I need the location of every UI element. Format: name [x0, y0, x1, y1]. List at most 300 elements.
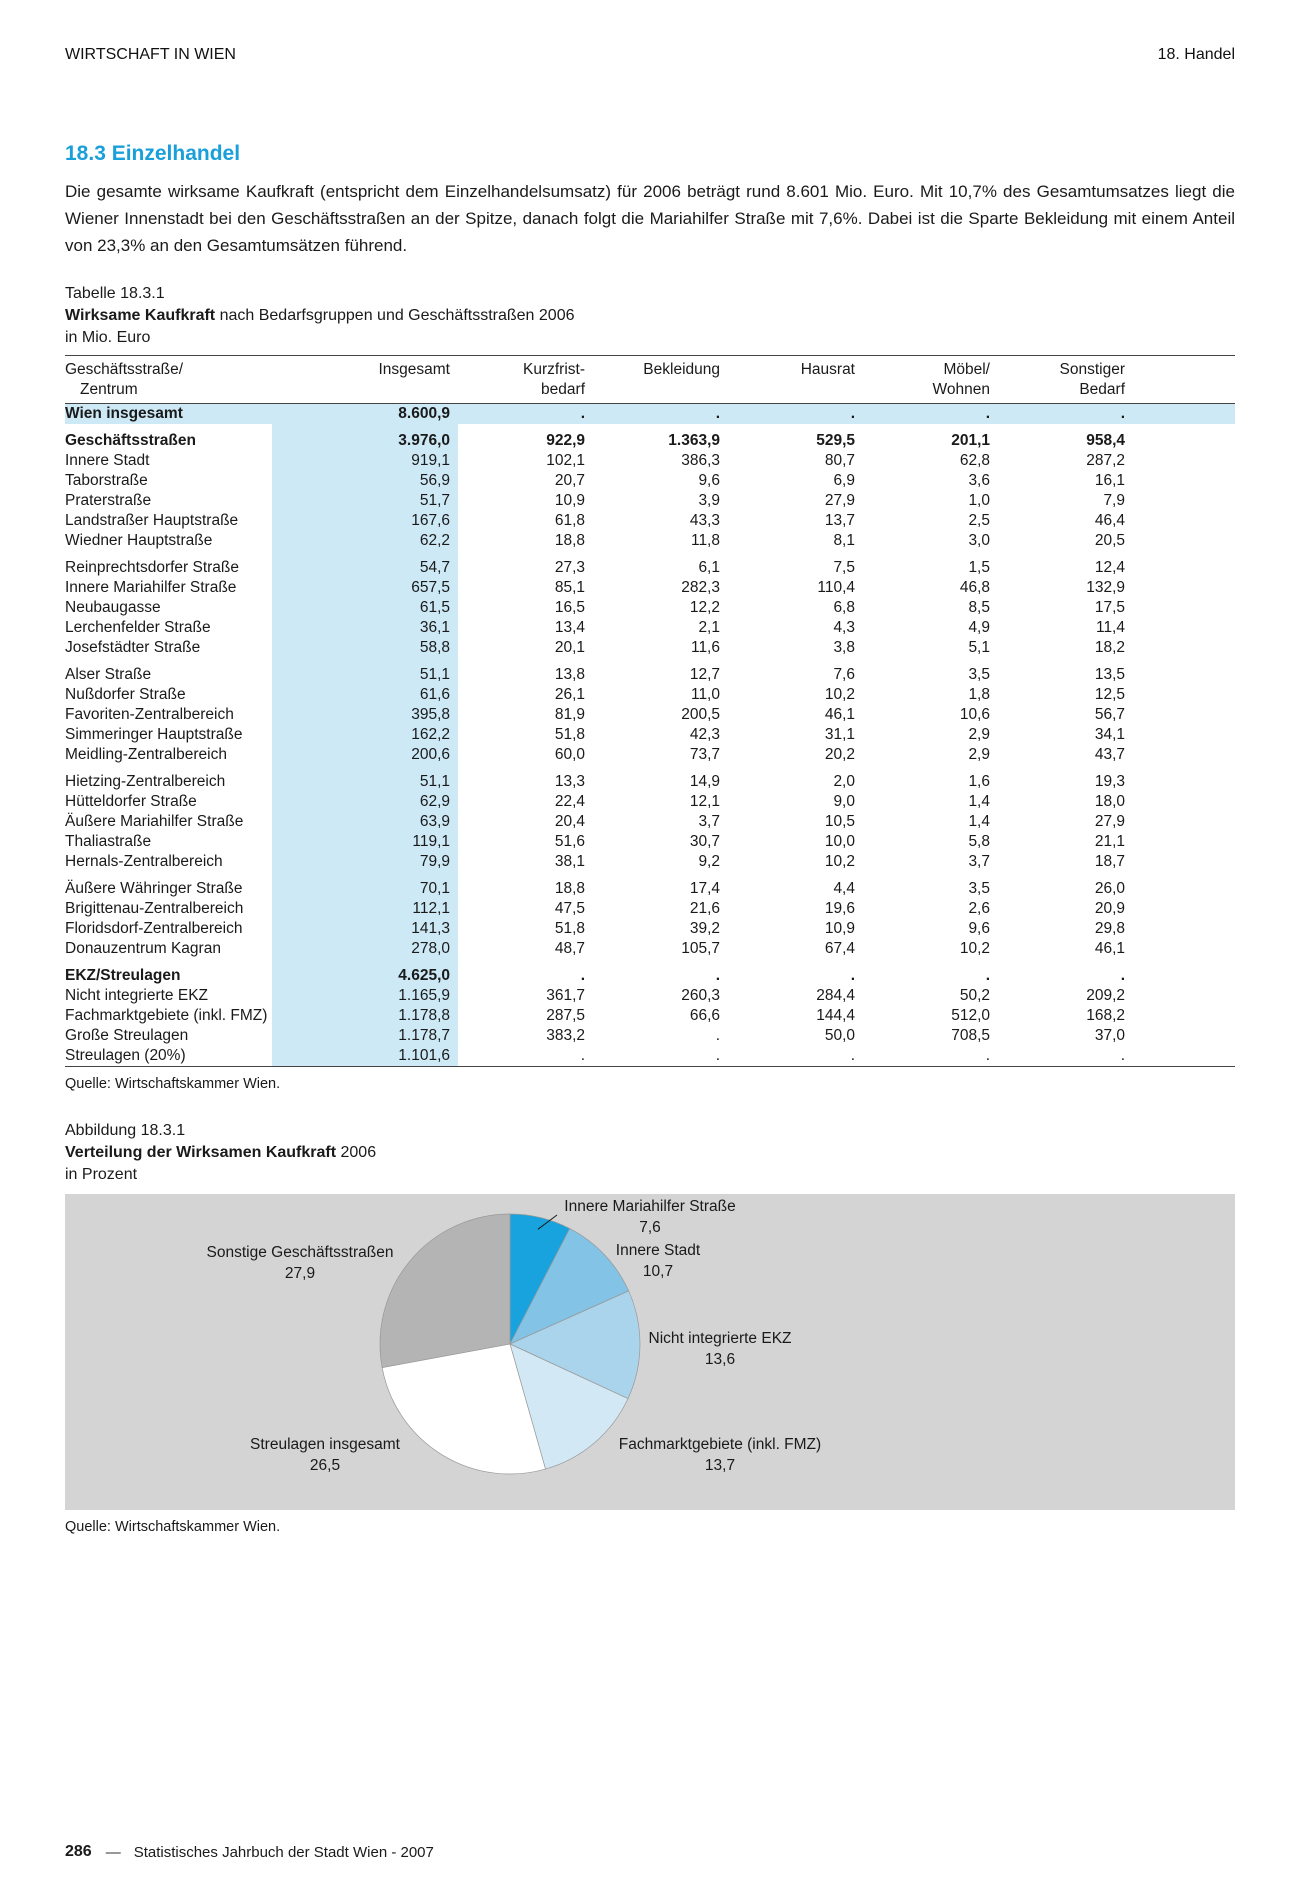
table-cell: 1.165,9	[272, 986, 458, 1006]
table-row	[65, 471, 1235, 491]
table-cell: 3,7	[968, 853, 990, 870]
table-row	[65, 451, 1235, 471]
header-left: WIRTSCHAFT IN WIEN	[65, 46, 236, 63]
table-cell: 62,8	[959, 452, 990, 469]
row-label: Wiedner Hauptstraße	[65, 532, 213, 549]
table-row	[65, 1026, 1235, 1046]
table-cell: 1.178,8	[272, 1006, 458, 1026]
footer-separator: —	[105, 1843, 120, 1861]
table-cell: 27,3	[554, 559, 585, 576]
table-cell: 51,1	[272, 765, 458, 792]
table-row	[65, 986, 1235, 1006]
table-spacer-cell	[1133, 578, 1235, 598]
table-spacer-cell	[1133, 872, 1235, 899]
table-cell: 14,9	[689, 773, 720, 790]
row-label: Äußere Mariahilfer Straße	[65, 813, 244, 830]
pie-label-fachmarktgebiete	[605, 1434, 835, 1476]
table-cell: 10,2	[824, 853, 855, 870]
table-cell: 4.625,0	[272, 959, 458, 986]
table-cell: 18,8	[554, 532, 585, 549]
pie-label-value: 27,9	[284, 1265, 316, 1282]
table-cell: 13,7	[824, 512, 855, 529]
col-hausrat: Hausrat	[728, 356, 863, 404]
table-cell: 21,1	[1094, 833, 1125, 850]
table-cell: 4,9	[968, 619, 990, 636]
table-cell: 209,2	[1086, 987, 1125, 1004]
table-spacer-cell	[1133, 511, 1235, 531]
table-cell: 2,6	[968, 900, 990, 917]
table-cell: 11,4	[1095, 619, 1125, 636]
table-row	[65, 705, 1235, 725]
table-cell: .	[593, 404, 728, 425]
table-cell: 51,8	[554, 726, 585, 743]
table-spacer-cell	[1133, 959, 1235, 986]
table-cell: 162,2	[272, 725, 458, 745]
table-row	[65, 745, 1235, 765]
table-cell: 282,3	[681, 579, 720, 596]
table-cell: 395,8	[272, 705, 458, 725]
figure-source: Quelle: Wirtschaftskammer Wien.	[65, 1519, 281, 1535]
table-spacer-cell	[1133, 792, 1235, 812]
table-row	[65, 939, 1235, 959]
table-cell: 13,4	[554, 619, 585, 636]
table-cell: 20,2	[824, 746, 855, 763]
table-cell: 10,9	[824, 920, 855, 937]
table-cell: 1,0	[968, 492, 990, 509]
row-label: Reinprechtsdorfer Straße	[65, 559, 240, 576]
table-source: Quelle: Wirtschaftskammer Wien.	[65, 1076, 281, 1092]
page-number: 286	[65, 1843, 92, 1860]
table-cell: 2,9	[968, 726, 990, 743]
table-cell: 919,1	[272, 451, 458, 471]
table-row	[65, 551, 1235, 578]
row-label: Hernals-Zentralbereich	[65, 853, 223, 870]
table-cell: 18,8	[554, 880, 585, 897]
table-cell: 4,4	[833, 880, 855, 897]
table-cell: 54,7	[272, 551, 458, 578]
table-cell: 21,6	[689, 900, 720, 917]
pie-label-name: Innere Mariahilfer Straße	[564, 1198, 736, 1215]
figure-caption	[65, 1120, 1235, 1186]
table-spacer-cell	[1133, 1026, 1235, 1046]
table-cell: 3,7	[698, 813, 720, 830]
table-cell: .	[458, 404, 593, 425]
table-cell: 383,2	[546, 1027, 585, 1044]
table-cell: .	[593, 1046, 728, 1067]
table-cell: .	[458, 1046, 593, 1067]
table-cell: 20,7	[554, 472, 585, 489]
col-insgesamt: Insgesamt	[272, 356, 458, 404]
table-cell: 11,0	[690, 686, 720, 703]
table-cell: 260,3	[681, 987, 720, 1004]
row-label: Streulagen (20%)	[65, 1046, 272, 1067]
table-cell: 47,5	[554, 900, 585, 917]
table-cell: 3,5	[968, 666, 990, 683]
table-cell: 20,4	[554, 813, 585, 830]
table-cell: 278,0	[272, 939, 458, 959]
table-row	[65, 598, 1235, 618]
table-cell: 105,7	[681, 940, 720, 957]
table-row	[65, 531, 1235, 551]
pie-label-value: 7,6	[639, 1219, 661, 1236]
table-spacer-cell	[1133, 919, 1235, 939]
table-caption-title-rest: nach Bedarfsgruppen und Geschäftsstraßen 2006	[219, 307, 575, 324]
row-label: Alser Straße	[65, 666, 152, 683]
table-cell: 200,5	[681, 706, 720, 723]
table-cell: 46,8	[959, 579, 990, 596]
row-label: Innere Stadt	[65, 452, 150, 469]
table-cell: 12,4	[1094, 559, 1125, 576]
figure-caption-unit: in Prozent	[65, 1166, 138, 1183]
table-cell: 62,2	[272, 531, 458, 551]
table-cell: 11,6	[690, 639, 720, 656]
pie-label-value: 13,7	[704, 1457, 736, 1474]
table-cell: 1.101,6	[272, 1046, 458, 1067]
kaufkraft-table	[65, 355, 1235, 1067]
table-row	[65, 725, 1235, 745]
row-label: EKZ/Streulagen	[65, 967, 181, 984]
table-cell: 10,2	[959, 940, 990, 957]
table-cell: 9,0	[833, 793, 855, 810]
table-cell: 12,1	[689, 793, 720, 810]
table-cell: 386,3	[681, 452, 720, 469]
row-label: Nicht integrierte EKZ	[65, 987, 208, 1004]
row-label: Große Streulagen	[65, 1027, 189, 1044]
table-row	[65, 765, 1235, 792]
table-cell: .	[728, 404, 863, 425]
table-spacer-cell	[1133, 939, 1235, 959]
table-cell: 61,6	[272, 685, 458, 705]
table-cell: 168,2	[1086, 1007, 1125, 1024]
table-cell: 529,5	[816, 432, 855, 449]
table-spacer-cell	[1133, 725, 1235, 745]
table-spacer-cell	[1133, 531, 1235, 551]
table-cell: 80,7	[824, 452, 855, 469]
table-spacer-cell	[1133, 404, 1235, 425]
table-cell: .	[863, 404, 998, 425]
table-cell: 20,1	[554, 639, 585, 656]
table-cell: 4,3	[833, 619, 855, 636]
table-cell: 46,4	[1094, 512, 1125, 529]
table-cell: 3,6	[968, 472, 990, 489]
table-spacer-cell	[1133, 812, 1235, 832]
table-cell: .	[863, 1046, 998, 1067]
table-cell: 2,0	[833, 773, 855, 790]
figure-caption-title-rest: 2006	[340, 1144, 377, 1161]
table-cell: 18,0	[1094, 793, 1125, 810]
row-label: Donauzentrum Kagran	[65, 940, 221, 957]
table-spacer-cell	[1133, 618, 1235, 638]
row-label: Hietzing-Zentralbereich	[65, 773, 226, 790]
table-spacer-cell	[1133, 598, 1235, 618]
table-cell: 20,9	[1094, 900, 1125, 917]
table-cell: 1,8	[968, 686, 990, 703]
table-row	[65, 792, 1235, 812]
table-cell: .	[1120, 967, 1125, 984]
table-cell: 361,7	[546, 987, 585, 1004]
table-cell: .	[998, 404, 1133, 425]
table-cell: 3,5	[968, 880, 990, 897]
table-cell: 46,1	[824, 706, 855, 723]
table-cell: 2,1	[698, 619, 720, 636]
table-cell: 50,2	[959, 987, 990, 1004]
table-cell: 62,9	[272, 792, 458, 812]
row-label: Neubaugasse	[65, 599, 161, 616]
table-cell: 79,9	[272, 852, 458, 872]
table-row	[65, 685, 1235, 705]
table-cell: 6,9	[833, 472, 855, 489]
table-cell: 12,5	[1094, 686, 1125, 703]
table-cell: 5,1	[968, 639, 990, 656]
table-body	[65, 404, 1235, 1067]
table-cell: 43,3	[689, 512, 720, 529]
table-cell: 141,3	[272, 919, 458, 939]
table-cell: 22,4	[554, 793, 585, 810]
table-spacer-cell	[1133, 685, 1235, 705]
table-cell: .	[715, 1027, 720, 1044]
table-cell: 9,2	[698, 853, 720, 870]
pie-label-value: 26,5	[309, 1457, 341, 1474]
row-label: Brigittenau-Zentralbereich	[65, 900, 244, 917]
table-cell: 119,1	[272, 832, 458, 852]
page-header	[65, 0, 1235, 64]
table-row	[65, 638, 1235, 658]
table-cell: 13,5	[1094, 666, 1125, 683]
table-cell: 39,2	[689, 920, 720, 937]
table-cell: 56,9	[272, 471, 458, 491]
table-cell: 37,0	[1094, 1027, 1125, 1044]
table-spacer-cell	[1133, 491, 1235, 511]
table-cell: 61,8	[554, 512, 585, 529]
table-row	[65, 872, 1235, 899]
pie-label-name: Streulagen insgesamt	[250, 1436, 400, 1453]
table-row	[65, 511, 1235, 531]
table-cell: 61,5	[272, 598, 458, 618]
table-cell: 6,8	[833, 599, 855, 616]
table-cell: 6,1	[698, 559, 720, 576]
table-cell: 287,2	[1086, 452, 1125, 469]
table-spacer-cell	[1133, 986, 1235, 1006]
table-cell: .	[998, 1046, 1133, 1067]
table-cell: 51,8	[554, 920, 585, 937]
table-cell: 51,7	[272, 491, 458, 511]
table-cell: 2,5	[968, 512, 990, 529]
pie-label-streulagen-insgesamt	[225, 1434, 425, 1476]
table-cell: 26,0	[1094, 880, 1125, 897]
table-spacer-cell	[1133, 1006, 1235, 1026]
table-cell: 1.363,9	[668, 432, 720, 449]
table-cell: 51,1	[272, 658, 458, 685]
col-bekleidung: Bekleidung	[593, 356, 728, 404]
table-caption-unit: in Mio. Euro	[65, 329, 151, 346]
row-label: Taborstraße	[65, 472, 148, 489]
table-cell: 16,1	[1094, 472, 1125, 489]
table-cell: 201,1	[951, 432, 990, 449]
table-cell: 60,0	[554, 746, 585, 763]
table-spacer-cell	[1133, 1046, 1235, 1067]
table-spacer-cell	[1133, 424, 1235, 451]
table-cell: 17,4	[689, 880, 720, 897]
table-cell: 19,6	[824, 900, 855, 917]
table-cell: 19,3	[1094, 773, 1125, 790]
table-cell: 3,8	[833, 639, 855, 656]
table-cell: 512,0	[951, 1007, 990, 1024]
table-cell: 1,5	[968, 559, 990, 576]
table-cell: 63,9	[272, 812, 458, 832]
table-cell: 38,1	[554, 853, 585, 870]
table-row	[65, 424, 1235, 451]
table-cell: 2,9	[968, 746, 990, 763]
table-cell: 81,9	[554, 706, 585, 723]
table-spacer-cell	[1133, 832, 1235, 852]
table-cell: 7,6	[833, 666, 855, 683]
figure-caption-title-bold: Verteilung der Wirksamen Kaufkraft	[65, 1144, 337, 1161]
table-cell: 287,5	[546, 1007, 585, 1024]
col-moebel-wohnen: Möbel/ Wohnen	[863, 356, 998, 404]
table-row	[65, 1046, 1235, 1067]
table-caption	[65, 283, 1235, 349]
col-sonstiger-bedarf: Sonstiger Bedarf	[998, 356, 1133, 404]
table-cell: 34,1	[1094, 726, 1125, 743]
table-cell: 67,4	[824, 940, 855, 957]
table-cell: 20,5	[1094, 532, 1125, 549]
table-cell: 66,6	[689, 1007, 720, 1024]
col-spacer	[1133, 356, 1235, 404]
row-label: Floridsdorf-Zentralbereich	[65, 920, 243, 937]
pie-label-innere-stadt	[613, 1240, 703, 1282]
table-row	[65, 812, 1235, 832]
row-label: Geschäftsstraßen	[65, 432, 196, 449]
figure-caption-label: Abbildung 18.3.1	[65, 1122, 186, 1139]
table-cell: 3,9	[698, 492, 720, 509]
table-cell: 8,5	[968, 599, 990, 616]
table-row	[65, 1006, 1235, 1026]
intro-paragraph: Die gesamte wirksame Kaufkraft (entspricht dem Einzelhandelsumsatz) für 2006 beträgt rund 8.601 Mio. Euro. Mit 10,7% des Gesamtumsatzes liegt die Wiener Innenstadt bei den Geschäftsstraßen an der Spitze, danach folgt die Mariahilfer Straße mit 7,6%. Dabei ist die Sparte Bekleidung mit einem Anteil von 23,3% an den Gesamtumsätzen führend.	[65, 182, 1235, 255]
table-cell: 51,6	[554, 833, 585, 850]
row-label: Favoriten-Zentralbereich	[65, 706, 234, 723]
table-spacer-cell	[1133, 705, 1235, 725]
table-cell: 3,0	[968, 532, 990, 549]
table-cell: 58,8	[272, 638, 458, 658]
figure-caption-title	[65, 1142, 1235, 1164]
table-cell: 13,3	[554, 773, 585, 790]
table-spacer-cell	[1133, 852, 1235, 872]
table-cell: 42,3	[689, 726, 720, 743]
table-cell: 110,4	[817, 579, 855, 596]
row-label: Wien insgesamt	[65, 404, 272, 425]
table-spacer-cell	[1133, 899, 1235, 919]
page-footer	[65, 1843, 434, 1861]
table-cell: 31,1	[824, 726, 855, 743]
row-label: Simmeringer Hauptstraße	[65, 726, 243, 743]
table-cell: 1.178,7	[272, 1026, 458, 1046]
section-title: 18.3 Einzelhandel	[65, 142, 241, 165]
table-cell: 102,1	[546, 452, 585, 469]
table-cell: 29,8	[1094, 920, 1125, 937]
table-cell: .	[850, 967, 855, 984]
table-cell: 36,1	[272, 618, 458, 638]
table-spacer-cell	[1133, 658, 1235, 685]
table-caption-title-bold: Wirksame Kaufkraft	[65, 307, 216, 324]
table-spacer-cell	[1133, 765, 1235, 792]
table-cell: 12,7	[689, 666, 720, 683]
table-cell: 7,5	[833, 559, 855, 576]
table-cell: 132,9	[1086, 579, 1125, 596]
pie-label-nicht-integrierte-ekz	[645, 1328, 795, 1370]
table-spacer-cell	[1133, 745, 1235, 765]
table-cell: .	[580, 967, 585, 984]
table-row	[65, 832, 1235, 852]
col-geschaeftsstrasse-zentrum: Geschäftsstraße/ Zentrum	[65, 356, 272, 404]
pie-label-innere-mariahilfer-strasse	[550, 1196, 750, 1238]
table-cell: 922,9	[546, 432, 585, 449]
table-cell: 10,5	[824, 813, 855, 830]
table-cell: 17,5	[1094, 599, 1125, 616]
table-cell: 85,1	[554, 579, 585, 596]
pie-label-value: 13,6	[704, 1351, 736, 1368]
row-label: Landstraßer Hauptstraße	[65, 512, 239, 529]
table-row	[65, 578, 1235, 598]
table-spacer-cell	[1133, 551, 1235, 578]
row-label: Fachmarktgebiete (inkl. FMZ)	[65, 1007, 268, 1024]
table-header-row	[65, 356, 1235, 404]
table-cell: 27,9	[824, 492, 855, 509]
pie-label-name: Innere Stadt	[615, 1242, 701, 1259]
table-row	[65, 919, 1235, 939]
table-cell: 10,0	[824, 833, 855, 850]
table-cell: 30,7	[689, 833, 720, 850]
table-row	[65, 959, 1235, 986]
table-cell: 1,4	[968, 793, 990, 810]
table-cell: 1,6	[968, 773, 990, 790]
table-row	[65, 658, 1235, 685]
table-cell: 56,7	[1094, 706, 1125, 723]
col-kurzfristbedarf: Kurzfrist- bedarf	[458, 356, 593, 404]
table-cell: 10,9	[554, 492, 585, 509]
table-cell: .	[715, 967, 720, 984]
table-cell: 43,7	[1094, 746, 1125, 763]
pie-label-sonstige-geschaeftsstrassen	[190, 1242, 410, 1284]
row-label: Lerchenfelder Straße	[65, 619, 211, 636]
table-cell: 144,4	[816, 1007, 855, 1024]
table-cell: .	[985, 967, 990, 984]
table-cell: 1,4	[968, 813, 990, 830]
table-cell: 167,6	[272, 511, 458, 531]
table-row	[65, 491, 1235, 511]
row-label: Meidling-Zentralbereich	[65, 746, 227, 763]
table-cell: 8.600,9	[272, 404, 458, 425]
table-cell: 48,7	[554, 940, 585, 957]
row-label: Thaliastraße	[65, 833, 152, 850]
table-cell: .	[728, 1046, 863, 1067]
table-caption-title	[65, 305, 1235, 327]
footer-text: Statistisches Jahrbuch der Stadt Wien - 2007	[133, 1843, 434, 1861]
table-cell: 9,6	[968, 920, 990, 937]
pie-label-name: Sonstige Geschäftsstraßen	[206, 1244, 394, 1261]
pie-label-value: 10,7	[642, 1263, 674, 1280]
table-cell: 284,4	[816, 987, 855, 1004]
table-cell: 8,1	[833, 532, 855, 549]
table-spacer-cell	[1133, 638, 1235, 658]
table-cell: 708,5	[951, 1027, 990, 1044]
table-cell: 27,9	[1094, 813, 1125, 830]
table-spacer-cell	[1133, 471, 1235, 491]
table-cell: 50,0	[824, 1027, 855, 1044]
table-cell: 16,5	[554, 599, 585, 616]
table-cell: 12,2	[689, 599, 720, 616]
table-cell: 26,1	[554, 686, 585, 703]
table-cell: 3.976,0	[272, 424, 458, 451]
